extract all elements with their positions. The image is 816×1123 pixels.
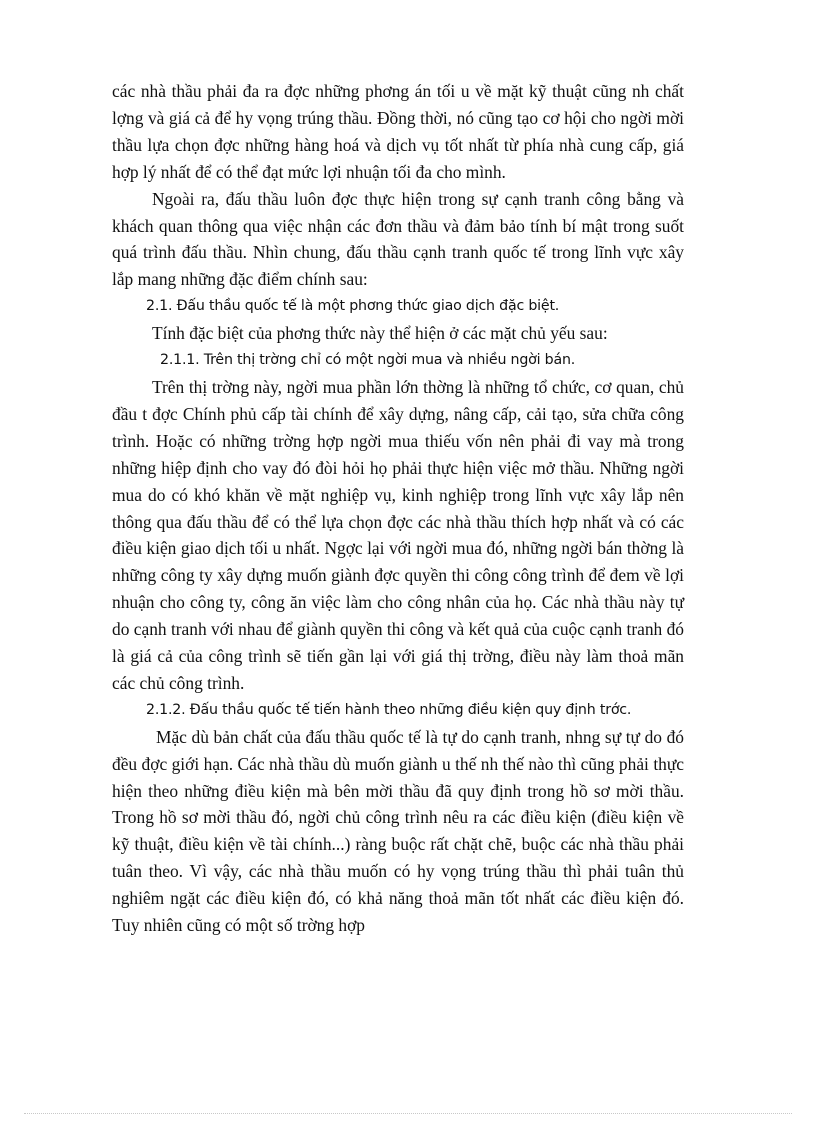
paragraph-continuation: các nhà thầu phải đa ra đợc những phơng án tối u về mặt kỹ thuật cũng nh chất lợng và giá cả để hy vọng trúng thầu. Đồng thời, nó cũng tạo cơ hội cho ngời mời thầu lựa chọn đợc những hàng hoá và dịch vụ tốt nhất từ phía nhà cung cấp, giá hợp lý nhất để có thể đạt mức lợi nhuận tối đa cho mình. (112, 81, 684, 182)
paragraph-lead: Tính đặc biệt của phơng thức này thể hiện ở các mặt chủ yếu sau: (152, 323, 608, 344)
heading-2-1-1: 2.1.1. Trên thị trờng chỉ có một ngời mua và nhiều ngời bán. (160, 352, 576, 369)
document-page (112, 78, 684, 939)
paragraph-buyers-sellers: Trên thị trờng này, ngời mua phần lớn thờng là những tổ chức, cơ quan, chủ đầu t đợc Chính phủ cấp tài chính để xây dựng, nâng cấp, cải tạo, sửa chữa công trình. Hoặc có những trờng hợp ngời mua thiếu vốn nên phải đi vay mà trong những hiệp định cho vay đó đòi hỏi họ phải thực hiện việc mở thầu. Những ngời mua do có khó khăn về mặt nghiệp vụ, kinh nghiệp trong lĩnh vực xây lắp nên thông qua đấu thầu để có thể lựa chọn đợc các nhà thầu thích hợp nhất và có các điều kiện giao dịch tối u nhất. Ngợc lại với ngời mua đó, những ngời bán thờng là những công ty xây dựng muốn giành đợc quyền thi công công trình để đem về lợi nhuận cho công ty, công ăn việc làm cho công nhân của họ. Các nhà thầu này tự do cạnh tranh với nhau để giành quyền thi công và kết quả của cuộc cạnh tranh đó là giá cả của công trình sẽ tiến gần lại với giá thị trờng, điều này làm thoả mãn các chủ công trình. (112, 376, 684, 693)
page-bottom-divider (24, 1113, 792, 1114)
paragraph-conditions: Mặc dù bản chất của đấu thầu quốc tế là tự do cạnh tranh, nhng sự tự do đó đều đợc giới hạn. Các nhà thầu dù muốn giành u thế nh thế nào thì cũng phải thực hiện theo những điều kiện mà bên mời thầu đã quy định trong hồ sơ mời thầu. Trong hồ sơ mời thầu đó, ngời chủ công trình nêu ra các điều kiện (điều kiện về kỹ thuật, điều kiện về tài chính...) ràng buộc rất chặt chẽ, buộc các nhà thầu phải tuân theo. Vì vậy, các nhà thầu muốn có hy vọng trúng thầu thì phải tuân thủ nghiêm ngặt các điều kiện đó, có khả năng thoả mãn tốt nhất các điều kiện đó. Tuy nhiên cũng có một số trờng hợp (112, 726, 684, 936)
heading-2-1-2: 2.1.2. Đấu thầu quốc tế tiến hành theo những điều kiện quy định trớc. (146, 701, 632, 718)
paragraph-intro: Ngoài ra, đấu thầu luôn đợc thực hiện trong sự cạnh tranh công bằng và khách quan thông qua việc nhận các đơn thầu và đảm bảo tính bí mật trong suốt quá trình đấu thầu. Nhìn chung, đấu thầu cạnh tranh quốc tế trong lĩnh vực xây lắp mang những đặc điểm chính sau: (112, 188, 684, 290)
heading-2-1: 2.1. Đấu thầu quốc tế là một phơng thức giao dịch đặc biệt. (146, 298, 560, 315)
